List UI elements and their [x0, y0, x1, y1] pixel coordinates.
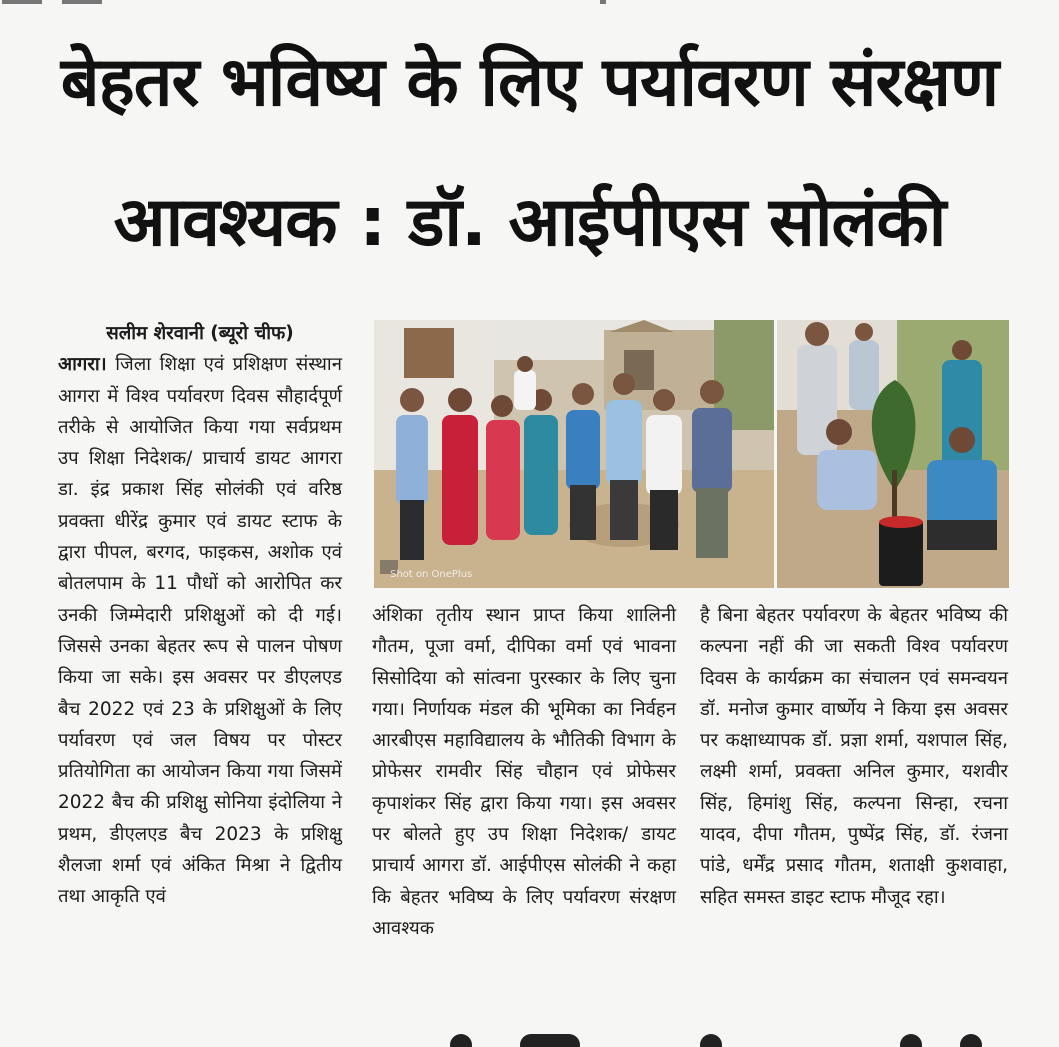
- group-photo-illustration: [374, 320, 774, 588]
- next-headline-edge: [0, 1030, 1059, 1047]
- byline: सलीम शेरवानी (ब्यूरो चीफ): [106, 323, 294, 344]
- tree-planting-group-photo: [374, 320, 774, 588]
- headline-line-2: आवश्यक : डॉ. आईपीएस सोलंकी: [113, 183, 946, 262]
- dateline: आगरा।: [58, 354, 107, 376]
- column-3-text: है बिना बेहतर पर्यावरण के बेहतर भविष्य की कल्पना नहीं की जा सकती विश्व पर्यावरण दिवस के कार्यक्रम का संचालन एवं समन्वयन डॉ. मनोज कुमार वार्ष्णेय ने किया इस अवसर पर कक्षाध्यापक डॉ. प्रज्ञा शर्मा, यशपाल सिंह, लक्ष्मी शर्मा, प्रवक्ता अनिल कुमार, यशवीर सिंह, हिमांशु सिंह, कल्पना सिन्हा, रचना यादव, दीपा गौतम, पुष्पेंद्र सिंह, डॉ. रंजना पांडे, धर्मेंद्र प्रसाद गौतम, शताक्षी कुशवाहा, सहित समस्त डाइट स्टाफ मौजूद रहा।: [700, 605, 1008, 908]
- previous-article-edge: [0, 0, 1059, 16]
- planting-sapling-photo: [777, 320, 1009, 588]
- sapling-photo-illustration: [777, 320, 1009, 588]
- headline-line-1: बेहतर भविष्य के लिए पर्यावरण संरक्षण: [60, 43, 999, 122]
- photo-watermark: Shot on OnePlus: [390, 569, 473, 580]
- column-2-text: अंशिका तृतीय स्थान प्राप्त किया शालिनी गौतम, पूजा वर्मा, दीपिका वर्मा एवं भावना सिसोदिया को सांत्वना पुरस्कार के लिए चुना गया। निर्णायक मंडल की भूमिका का निर्वहन आरबीएस महाविद्यालय के भौतिकी विभाग के प्रोफेसर रामवीर सिंह चौहान एवं प्रोफेसर कृपाशंकर सिंह द्वारा किया गया। इस अवसर पर बोलते हुए उप शिक्षा निदेशक/ डायट प्राचार्य आगरा डॉ. आईपीएस सोलंकी ने कहा कि बेहतर भविष्य के लिए पर्यावरण संरक्षण आवश्यक: [372, 605, 676, 939]
- article-column-2: [372, 600, 676, 1010]
- article-column-3: [700, 600, 1008, 1010]
- column-1-text: जिला शिक्षा एवं प्रशिक्षण संस्थान आगरा में विश्व पर्यावरण दिवस सौहार्दपूर्ण तरीके से आयोजित किया गया सर्वप्रथम उप शिक्षा निदेशक/ प्राचार्य डायट आगरा डा. इंद्र प्रकाश सिंह सोलंकी एवं वरिष्ठ प्रवक्ता धीरेंद्र कुमार एवं डायट स्टाफ के द्वारा पीपल, बरगद, फाइकस, अशोक एवं बोतलपाम के 11 पौधों को आरोपित कर उनकी जिम्मेदारी प्रशिक्षुओं को दी गई। जिससे उनका बेहतर रूप से पालन पोषण किया जा सके। इस अवसर पर डीएलएड बैच 2022 एवं 23 के प्रशिक्षुओं के लिए पर्यावरण एवं जल विषय पर पोस्टर प्रतियोगिता का आयोजन किया गया जिसमें 2022 बैच की प्रशिक्षु सोनिया इंदोलिया ने प्रथम, डीएलएड बैच 2023 के प्रशिक्षु शैलजा शर्मा एवं अंकित मिश्रा ने द्वितीय तथा आकृति एवं: [58, 354, 342, 908]
- article-column-1: [58, 318, 342, 1018]
